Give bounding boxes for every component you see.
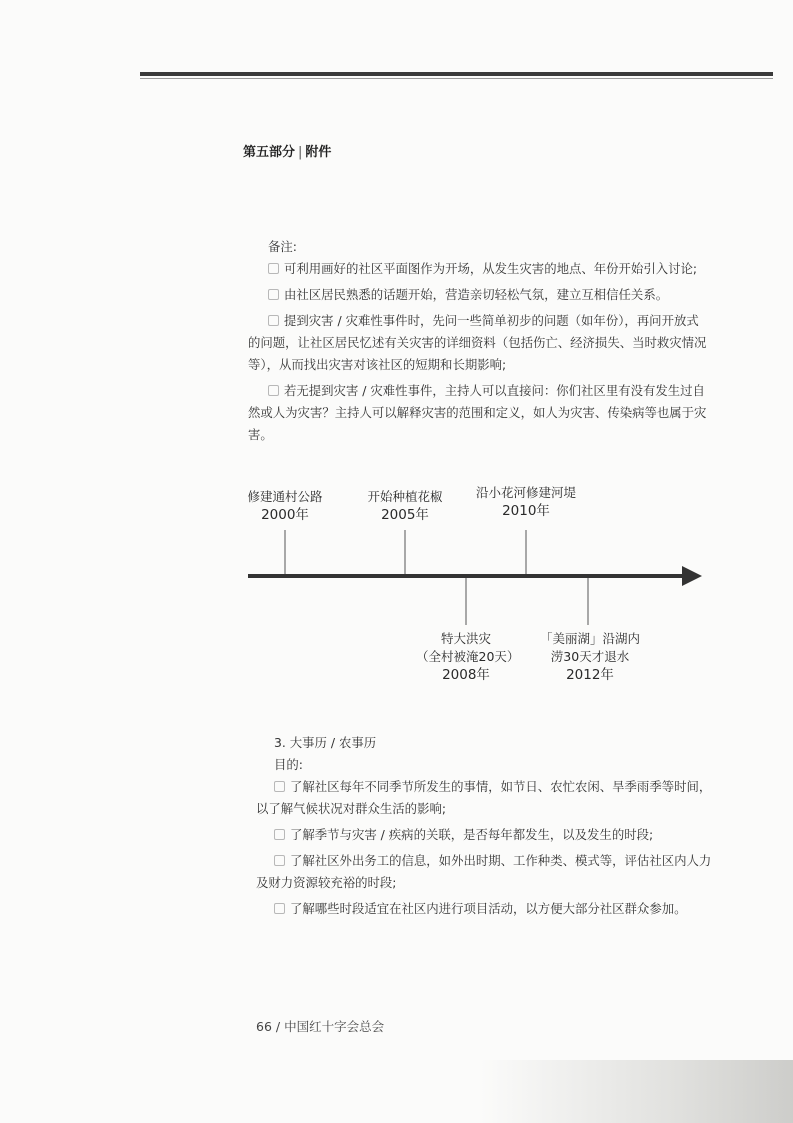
section-part: 第五部分 <box>243 145 296 160</box>
timeline-label-2012 <box>534 630 646 684</box>
page-footer <box>256 1017 384 1035</box>
event-text: 开始种植花椒 <box>367 489 443 504</box>
event-text: 修建通村公路 <box>247 489 323 504</box>
timeline-label-2005 <box>362 488 448 524</box>
goal-text: 了解社区每年不同季节所发生的事情，如节日、农忙农闲、旱季雨季等时间，以了解气候状况对群众生活的影响; <box>256 779 712 816</box>
event-year: 2010年 <box>502 503 550 519</box>
timeline-arrow-icon <box>682 566 702 586</box>
header-rule <box>140 72 773 76</box>
goal-item <box>256 850 716 894</box>
event-text: 特大洪灾 <box>440 631 491 646</box>
events-goal-label: 目的: <box>274 757 303 772</box>
section-title <box>243 141 331 160</box>
notes-block <box>248 236 708 450</box>
event-year: 2012年 <box>566 667 614 683</box>
event-year: 2005年 <box>381 507 429 523</box>
events-section <box>256 732 716 924</box>
bullet-icon <box>268 263 279 274</box>
note-text: 可利用画好的社区平面图作为开场，从发生灾害的地点、年份开始引入讨论; <box>284 261 698 276</box>
scan-shadow <box>480 1060 793 1123</box>
bullet-icon <box>274 855 285 866</box>
note-text: 若无提到灾害 / 灾难性事件，主持人可以直接问：你们社区里有没有发生过自然或人为灾害？主持人可以解释灾害的范围和定义，如人为灾害、传染病等也属于灾害。 <box>248 383 707 442</box>
bullet-icon <box>274 781 285 792</box>
section-separator: | <box>298 145 303 160</box>
goal-text: 了解哪些时段适宜在社区内进行项目活动，以方便大部分社区群众参加。 <box>290 901 687 916</box>
goal-text: 了解社区外出务工的信息，如外出时期、工作种类、模式等，评估社区内人力及财力资源较充裕的时段; <box>256 853 712 890</box>
header-rule-thin <box>140 78 773 79</box>
note-text: 提到灾害 / 灾难性事件时，先问一些简单初步的问题（如年份），再问开放式的问题，让社区居民忆述有关灾害的详细资料（包括伤亡、经济损失、当时救灾情况等），从而找出灾害对该社区的短期和长期影响; <box>248 313 707 372</box>
timeline-label-2010 <box>472 484 580 520</box>
event-year: 2008年 <box>442 667 490 683</box>
note-text: 由社区居民熟悉的话题开始，营造亲切轻松气氛，建立互相信任关系。 <box>284 287 669 302</box>
footer-separator: / <box>275 1019 281 1034</box>
goal-item <box>256 898 716 920</box>
bullet-icon <box>274 903 285 914</box>
bullet-icon <box>268 289 279 300</box>
notes-label: 备注: <box>268 239 297 254</box>
bullet-icon <box>268 385 279 396</box>
event-text: 沿小花河修建河堤 <box>475 485 576 500</box>
event-text: 「美丽湖」沿湖内 <box>539 631 640 646</box>
publisher: 中国红十字会总会 <box>284 1019 385 1034</box>
bullet-icon <box>274 829 285 840</box>
event-detail: （全村被淹20天） <box>416 649 520 664</box>
goal-item <box>256 776 716 820</box>
note-item <box>248 284 708 306</box>
note-item <box>248 380 708 446</box>
timeline-label-2000 <box>245 488 325 524</box>
events-heading: 3. 大事历 / 农事历 <box>274 735 377 750</box>
note-item <box>248 310 708 376</box>
timeline-label-2008 <box>416 630 520 684</box>
event-detail: 涝30天才退水 <box>550 649 630 664</box>
note-item <box>248 258 708 280</box>
bullet-icon <box>268 315 279 326</box>
event-year: 2000年 <box>261 507 309 523</box>
goal-text: 了解季节与灾害 / 疾病的关联，是否每年都发生，以及发生的时段; <box>290 827 654 842</box>
section-name: 附件 <box>305 145 332 160</box>
page-number: 66 <box>256 1019 272 1034</box>
goal-item <box>256 824 716 846</box>
